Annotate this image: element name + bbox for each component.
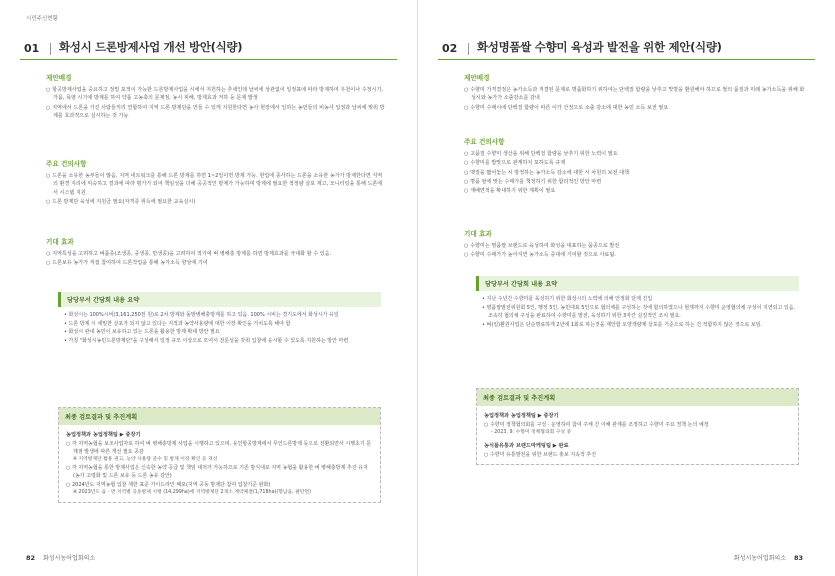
summary-item: • 드론 방제 시 세밀한 살포가 되지 않고 있다는 지적과 농약사용량에 대한 이장 확인을 거치도록 해야 함 xyxy=(64,320,291,327)
summary-item: • 가칭 "화성시농민드론방제단"을 구성해서 일정 규모 이상으로 모여서 전문성을 갖춰 입찰에 응시할 수 있도록 지원하는 방안 마련 xyxy=(64,338,349,345)
right-issues-section xyxy=(464,136,805,196)
summary-item: • 화성시 관내 농민이 보유하고 있는 드론을 활용한 방제 확대 방안 필요 xyxy=(64,329,220,336)
final-review-item: ○ 각 지역농협을 통한 방제사업은 신속한 농약 공급 및 책임 대처가 가능하므로 기존 방식대로 지역 농협을 활용한 벼 병해충방제 추진 유지(농가 고령화 및 드론 보유 등 드론 농유 감안) xyxy=(66,465,368,480)
right-title-row xyxy=(438,38,815,60)
right-page xyxy=(418,0,835,576)
section-tag: 시민주신현황 xyxy=(26,16,58,22)
summary-item: • 벼(일)환원사업은 단순명료하게 2년에 1회로 하는것을 제안함 토양개량제 살포를 기준으로 하는 건 적합하지 않은 것으로 보임. xyxy=(482,321,763,328)
background-heading: 제안배경 xyxy=(464,74,490,82)
summary-item: • 화성시는 100%시비(3,161,250천 원)로 2차 방제와 돌발병해충방제를 하고 있음. 100% 시비는 경기도에서 화성시가 유일 xyxy=(64,312,339,318)
effect-item: ○ 드론보유 농가가 직접 참여하여 드론작업을 통해 농가소득 향상에 기여 xyxy=(46,260,208,267)
issues-item: ○ 재배면적을 확대하기 위한 계획이 필요 xyxy=(464,188,556,195)
proposal-number: 02 xyxy=(442,42,458,55)
right-footer xyxy=(734,553,809,562)
final-review-heading: 최종 검토결과 및 추진계획 xyxy=(59,408,380,425)
final-review-heading: 최종 검토결과 및 추진계획 xyxy=(477,389,798,406)
right-effect-section xyxy=(464,228,805,261)
left-summary-section xyxy=(58,292,381,346)
final-review-dept: 농업정책과 농업정책팀 ▶ 중장기 xyxy=(484,413,559,419)
final-review-dept: 농식품유통과 브랜드마케팅팀 ▶ 완료 xyxy=(484,443,569,449)
background-heading: 제안배경 xyxy=(46,74,72,82)
issues-item: ○ 맷질을 짧어놓는 시 방정하는 농가소득 감소에 대한 시 차원의 보전 대책 xyxy=(464,169,629,176)
issues-item: ○ 고품질 수향미 생산을 위해 단백질 함량을 낮추기 위한 노력이 필요 xyxy=(464,151,618,157)
background-item: ○ 수향미 수매시에 단백질 함량이 따른 이가 산정으로 소출 감소에 대한 농민 소득 보전 필요 xyxy=(464,104,669,111)
page-number: 82 xyxy=(26,554,36,562)
left-title-row xyxy=(20,38,397,60)
left-page xyxy=(0,0,417,576)
left-background-section xyxy=(46,72,387,121)
page-number: 83 xyxy=(793,554,803,562)
issues-heading: 주요 건의사항 xyxy=(46,160,87,168)
final-review-item: ○ 수향미 유통발전을 위한 브랜드 홍보 지속적 추진 xyxy=(484,452,597,458)
left-issues-section xyxy=(46,158,387,207)
footer-text: 화성시농어업회의소 xyxy=(733,555,787,562)
final-review-note: ※ 지역방제단 활용 권고, 농약 사용량 준수 및 방제 이장 확인 등 개선 xyxy=(73,457,218,463)
effect-item: ○ 수향미는 명품쌀 브랜드로 육성하여 화성을 대표하는 품종으로 발전 xyxy=(464,243,620,249)
effect-item: ○ 지역특성을 고려하고 벼품종(조생종, 중생종, 만생종)을 고려하여 적기에 벼 병해충 방제를 하면 방제효과를 극대화 할 수 있음. xyxy=(46,251,332,257)
right-final-review-box xyxy=(476,388,799,465)
title-divider xyxy=(50,43,51,55)
proposal-title: 화성시 드론방제사업 개선 방안(식량) xyxy=(59,40,243,54)
right-background-section xyxy=(464,72,805,113)
final-review-item: ○ 각 지역농협을 보조사업자로 하여 벼 병해충방제 사업을 시행하고 있으며, 유인항공방제에서 무인드론방제 등으로 전환되면서 시행초기 문제점 발생에 따른 개선 필요 공감 xyxy=(66,441,372,456)
issues-item: ○ 수향미를 밥맛으로 관계하지 포하도록 규제 xyxy=(464,160,566,167)
title-divider xyxy=(468,43,469,55)
background-item: ○ 지역에서 드론을 가진 사람들끼리 연합하여 지역 드론 방제단을 만들 수 있게 지원한다면 농사 현장에서 일하는 농민들의 비농사 일정과 날씨에 맞춰 방제를 효과적으로 실시하는 것 가능 xyxy=(46,104,385,119)
left-effect-section xyxy=(46,236,387,269)
right-summary-section xyxy=(476,276,799,329)
issues-item: ○ 드론을 소유한 농부들이 많음, 지역 네트워크를 통해 드론 방제를 하면 1~2일이면 방제 가능. 현업에 종사하는 드론을 소유한 농가가 방제한다면 지역의 환경 지리에 익숙하고 결과에 따라 평가가 되어 책임성을 더해 공공적인 방제가 가능하며 방제에 필요한 적정량 살포 제고, 모니터링을 통해 드론에서 시스템 지원 xyxy=(46,173,383,196)
summary-heading: 담당부서 간담회 내용 요약 xyxy=(58,292,381,307)
background-item: ○ 항공방제사업을 중요하고 정밀 포적이 가능한 드론방제사업을 시에서 지원하는 추세인데 날씨에 상관없이 일정표에 따라 방제하여 우천이나 수정시기, 가뭄, 폭염 시기에 방제를 하여 약품 고농축의 문제점, 농시 피해, 방제효과 저하 등 문제 발생 xyxy=(46,87,384,102)
final-review-note: - 2023. 9. 수향미 정책협의회 구성 중 xyxy=(491,430,572,436)
effect-heading: 기대 효과 xyxy=(464,230,492,238)
issues-item: ○ 드론 방제단 육성에 지원금 필요(자격증 취득에 필요한 교육실시) xyxy=(46,198,196,205)
left-final-review-box xyxy=(58,407,381,503)
summary-item: • 지난 수년간 수향미를 육성하기 위한 화성시의 노력에 의해 안정화 단계 진입 xyxy=(482,296,653,302)
final-review-note: ※ 2023년도 읍 · 면 지역별 공동방제 시행 (14,299ha)에 지역방제단 2개소 계약체결(1,718ha)(향남읍, 팔탄면) xyxy=(73,489,311,495)
final-review-item: ○ 수향미 정책협의회를 구성 · 운영하여 참여 주체 간 이해 관계를 조정하고 수향미 주요 정책 논의 예정 xyxy=(484,422,709,428)
effect-item: ○ 수향미 수매가가 높아지면 농가소득 증대에 기여할 것으로 사료됨. xyxy=(464,252,616,259)
left-footer xyxy=(26,553,95,562)
summary-heading: 담당부서 간담회 내용 요약 xyxy=(476,276,799,291)
background-item: ○ 수향미 가격결정은 농가소득과 직결된 문제로 명품화하기 위하여는 단백질 함량을 낮추고 맛깔을 환원해야 하므로 쌀의 품질과 미래 농가소득을 위해 화성시와 농가가 소출감소를 감내 xyxy=(464,87,805,102)
final-review-dept: 농업정책과 농업정책팀 ▶ 중장기 xyxy=(66,432,141,438)
effect-heading: 기대 효과 xyxy=(46,238,74,246)
proposal-title: 화성명품쌀 수향미 육성과 발전을 위한 제안(식량) xyxy=(477,40,722,54)
final-review-item: ○ 2024년도 지역농협 입찰 제한 표준 가이드라인 배포(지역 공동 방제단 참여 입찰기준 완화) xyxy=(66,481,271,488)
issues-heading: 주요 건의사항 xyxy=(464,138,505,146)
proposal-number: 01 xyxy=(24,42,40,55)
footer-text: 화성시농어업회의소 xyxy=(42,555,96,562)
issues-item: ○ 명품 쌀에 맞는 수매가를 책정하기 위한 합리적인 방안 마련 xyxy=(464,178,602,185)
summary-item: • 명품쌀발전위원회 5인, 행정 5인, 농민대표 5인으로 협의체를 구성하는 것에 합의하였으나 현재까지 수향미 운영협의체 구성이 지연되고 있음. 조속히 협의체 구성을 완료하여 수향미를 발전, 육성하기 위한 3자간 실질적인 조치 필요. xyxy=(482,304,796,319)
